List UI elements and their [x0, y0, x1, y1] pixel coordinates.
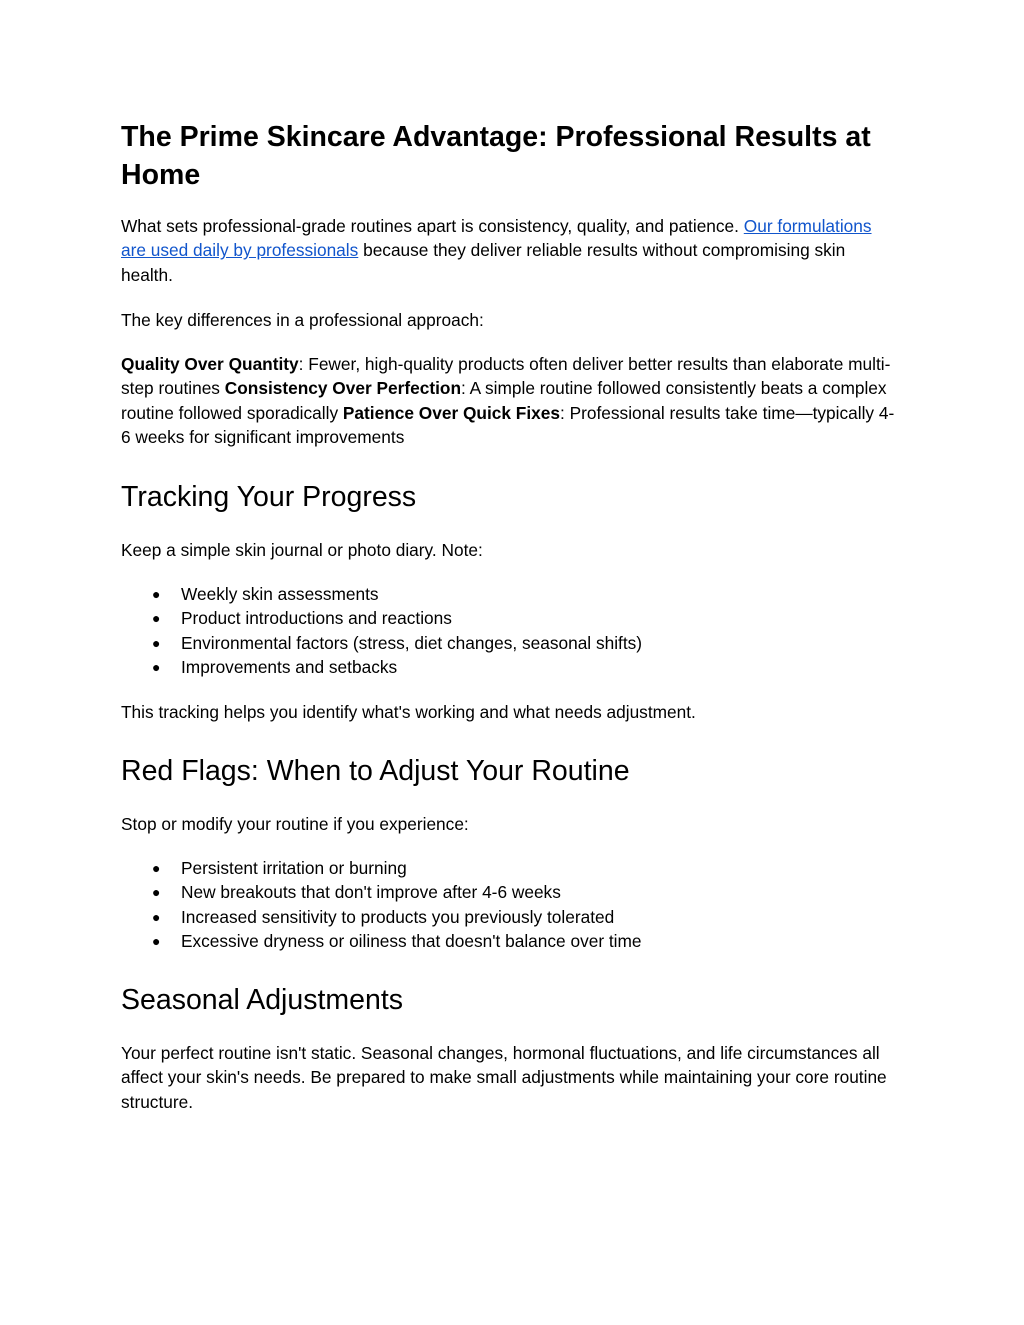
list-item-text: Product introductions and reactions: [181, 608, 452, 629]
list-item: [121, 631, 642, 655]
key-differences-intro: The key differences in a professional approach:: [121, 310, 484, 330]
list-item: [121, 905, 642, 929]
intro-text-end: because they deliver reliable results without compromising skin health.: [121, 240, 846, 285]
list-item: [121, 606, 642, 630]
bullet-icon: ●: [152, 586, 161, 602]
tracking-list: [121, 582, 642, 680]
key-term-quality: Quality Over Quantity: [121, 354, 299, 374]
bullet-icon: ●: [152, 659, 161, 676]
list-item: [121, 880, 642, 904]
list-item-text: Increased sensitivity to products you previously tolerated: [181, 906, 615, 927]
key-term-patience: Patience Over Quick Fixes: [342, 402, 560, 423]
list-item-text: Improvements and setbacks: [181, 657, 398, 678]
bullet-icon: ●: [152, 610, 161, 627]
key-text-patience: : Professional results take time—typically 4-6 weeks for significant improvements: [121, 402, 895, 448]
intro-paragraph: [121, 214, 901, 287]
list-item: [121, 856, 642, 880]
bullet-icon: ●: [152, 908, 161, 925]
seasonal-paragraph: Your perfect routine isn't static. Seasonal changes, hormonal fluctuations, and life circumstances all affect your skin's needs. Be prepared to make small adjustments while maintaining your core routine structure.: [121, 1043, 887, 1112]
key-text-consistency: : A simple routine followed consistently beats a complex routine followed sporadically: [121, 378, 887, 423]
tracking-outro: This tracking helps you identify what's working and what needs adjustment.: [121, 702, 696, 722]
key-differences-paragraph: [121, 352, 901, 450]
list-item-text: Excessive dryness or oiliness that doesn't balance over time: [181, 931, 642, 952]
tracking-intro: Keep a simple skin journal or photo diary. Note:: [121, 540, 483, 560]
list-item-text: Environmental factors (stress, diet changes, seasonal shifts): [181, 632, 643, 653]
list-item: [121, 929, 642, 953]
list-item: [121, 655, 642, 679]
key-text-quality: : Fewer, high-quality products often deliver better results than elaborate multi-step routines: [121, 354, 891, 399]
list-item-text: New breakouts that don't improve after 4-6 weeks: [181, 882, 561, 903]
list-item-text: Persistent irritation or burning: [181, 858, 407, 878]
red-flags-intro: Stop or modify your routine if you experience:: [121, 814, 469, 834]
intro-text: What sets professional-grade routines apart is consistency, quality, and patience.: [121, 216, 744, 236]
key-term-consistency: Consistency Over Perfection: [224, 378, 462, 399]
list-item-text: Weekly skin assessments: [181, 584, 379, 604]
page-title: The Prime Skincare Advantage: Professional Results at Home: [121, 121, 871, 191]
heading-tracking: Tracking Your Progress: [121, 481, 417, 513]
bullet-icon: ●: [152, 634, 161, 651]
bullet-icon: ●: [152, 933, 161, 950]
bullet-icon: ●: [152, 884, 161, 901]
red-flags-list: [121, 856, 642, 954]
bullet-icon: ●: [152, 860, 161, 876]
heading-red-flags: Red Flags: When to Adjust Your Routine: [121, 755, 630, 787]
heading-seasonal: Seasonal Adjustments: [121, 984, 404, 1016]
list-item: [121, 582, 642, 606]
professionals-link[interactable]: Our formulations are used daily by professionals: [121, 216, 872, 261]
